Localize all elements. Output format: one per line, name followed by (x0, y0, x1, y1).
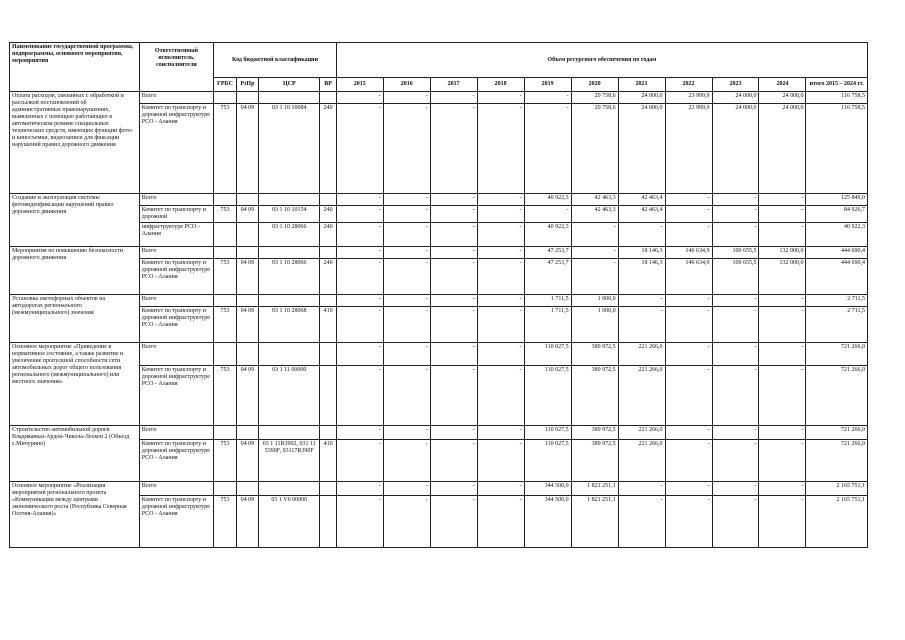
csr-cell (259, 295, 320, 307)
amount-cell: 47 253,7 (524, 259, 571, 295)
amount-cell: - (759, 194, 806, 206)
amount-cell: 221 266,0 (618, 366, 665, 426)
amount-cell: - (430, 206, 477, 223)
amount-cell: 24 000,0 (712, 92, 759, 104)
executor-cell: Комитет по транспорту и дорожной инфраструктуре РСО - Алания (139, 307, 214, 343)
grbs-cell (214, 295, 236, 307)
executor-cell: Всего (139, 92, 214, 104)
measure-name: Создание и эксплуатация системы фотовидеофиксации нарушений правил дорожного движения (10, 194, 140, 247)
executor-cell: Комитет по транспорту и дорожной инфраструктуре РСО - Алания (139, 440, 214, 482)
amount-cell: - (665, 343, 712, 366)
header-funding: Объем ресурсного обеспечения по годам (336, 43, 867, 78)
amount-cell: - (712, 366, 759, 426)
vr-cell (320, 194, 336, 206)
grbs-cell: 753 (214, 496, 236, 548)
executor-cell: Всего (139, 194, 214, 206)
header-year: 2022 (665, 78, 712, 92)
header-year: 2020 (571, 78, 618, 92)
amount-cell: - (665, 295, 712, 307)
amount-cell: - (430, 440, 477, 482)
total-cell: 116 758,5 (806, 104, 868, 194)
amount-cell: 40 922,3 (524, 194, 571, 206)
amount-cell: 24 000,0 (618, 92, 665, 104)
header-year: 2016 (383, 78, 430, 92)
amount-cell: - (430, 343, 477, 366)
grbs-cell: 753 (214, 104, 236, 194)
amount-cell: 1 711,5 (524, 307, 571, 343)
rzpr-cell (236, 223, 258, 247)
amount-cell: 18 146,3 (618, 247, 665, 259)
amount-cell: - (430, 104, 477, 194)
amount-cell: - (383, 259, 430, 295)
amount-cell: - (665, 366, 712, 426)
amount-cell: 110 027,5 (524, 426, 571, 440)
csr-cell (259, 343, 320, 366)
measure-name: Строительство автомобильной дороги Владикавказ-Ардон-Чикола-Лескен 2 (Объезд с.Мичурино) (10, 426, 140, 482)
amount-cell: 24 000,0 (618, 104, 665, 194)
amount-cell: - (712, 295, 759, 307)
amount-cell: - (336, 496, 383, 548)
amount-cell: - (477, 426, 524, 440)
total-cell: 2 165 751,1 (806, 482, 868, 496)
executor-cell: Всего (139, 482, 214, 496)
vr-cell: 240 (320, 259, 336, 295)
amount-cell: - (712, 307, 759, 343)
total-cell: 721 266,0 (806, 366, 868, 426)
amount-cell: - (618, 482, 665, 496)
measure-name: Основное мероприятие «Реализация мероприятий регионального проекта «Коммуникации между центрами экономического роста (Республика Северная Осетия-Алания)» (10, 482, 140, 548)
total-cell: 116 758,5 (806, 92, 868, 104)
grbs-cell: 753 (214, 366, 236, 426)
amount-cell: - (477, 194, 524, 206)
amount-cell: - (665, 223, 712, 247)
amount-cell: 24 000,0 (759, 92, 806, 104)
amount-cell: - (665, 496, 712, 548)
header-year: 2021 (618, 78, 665, 92)
amount-cell: - (712, 194, 759, 206)
amount-cell: - (383, 482, 430, 496)
grbs-cell: 753 (214, 440, 236, 482)
csr-cell (259, 247, 320, 259)
amount-cell: 1 000,0 (571, 295, 618, 307)
header-csr: ЦСР (259, 78, 320, 92)
csr-cell: 03 1 10 10154 (259, 206, 320, 223)
amount-cell: - (759, 482, 806, 496)
amount-cell: - (618, 307, 665, 343)
total-cell: 2 165 751,1 (806, 496, 868, 548)
csr-cell: 03 1 10 28066 (259, 223, 320, 247)
amount-cell: 1 821 251,1 (571, 496, 618, 548)
vr-cell: 410 (320, 440, 336, 482)
table-row (10, 92, 868, 104)
amount-cell: 42 463,4 (618, 194, 665, 206)
amount-cell: 110 027,5 (524, 343, 571, 366)
amount-cell: 42 463,3 (571, 206, 618, 223)
amount-cell: - (759, 206, 806, 223)
amount-cell: - (618, 223, 665, 247)
amount-cell: 146 634,9 (665, 259, 712, 295)
rzpr-cell (236, 92, 258, 104)
amount-cell: 110 027,5 (524, 440, 571, 482)
executor-cell: Всего (139, 247, 214, 259)
amount-cell: 42 463,3 (571, 194, 618, 206)
amount-cell: - (336, 259, 383, 295)
header-name: Наименование государственной программы, подпрограммы, основного мероприятия, мероприятия (10, 43, 140, 92)
csr-cell (259, 426, 320, 440)
vr-cell (320, 482, 336, 496)
csr-cell: 03 1 11 00000 (259, 366, 320, 426)
grbs-cell (214, 223, 236, 247)
amount-cell: - (336, 440, 383, 482)
amount-cell: - (759, 496, 806, 548)
grbs-cell (214, 194, 236, 206)
table-row (10, 426, 868, 440)
csr-cell: 03 1 10 10084 (259, 104, 320, 194)
amount-cell: - (477, 343, 524, 366)
vr-cell: 410 (320, 307, 336, 343)
amount-cell: - (430, 223, 477, 247)
amount-cell: 389 972,5 (571, 440, 618, 482)
rzpr-cell: 04 09 (236, 496, 258, 548)
table-body (10, 92, 868, 548)
amount-cell: - (336, 482, 383, 496)
amount-cell: - (759, 295, 806, 307)
table-row (10, 247, 868, 259)
amount-cell: 389 972,5 (571, 343, 618, 366)
amount-cell: - (712, 496, 759, 548)
vr-cell: 240 (320, 223, 336, 247)
amount-cell: - (336, 343, 383, 366)
amount-cell: - (430, 426, 477, 440)
amount-cell: 23 999,9 (665, 104, 712, 194)
header-executor: Ответственный исполнитель, соисполнители (139, 43, 214, 92)
amount-cell: - (759, 307, 806, 343)
amount-cell: - (336, 104, 383, 194)
amount-cell: - (430, 496, 477, 548)
executor-cell: Комитет по транспорту и дорожной инфраструктуре РСО - Алания (139, 366, 214, 426)
executor-cell: Всего (139, 343, 214, 366)
vr-cell: 240 (320, 104, 336, 194)
header-rzpr: РзПр (236, 78, 258, 92)
rzpr-cell (236, 194, 258, 206)
amount-cell: 1 711,5 (524, 295, 571, 307)
amount-cell: - (712, 206, 759, 223)
header-year: 2019 (524, 78, 571, 92)
amount-cell: - (336, 247, 383, 259)
vr-cell (320, 92, 336, 104)
amount-cell: - (571, 247, 618, 259)
table-row (10, 482, 868, 496)
amount-cell: - (336, 194, 383, 206)
header-total: итого 2015 – 2024 гг. (806, 78, 868, 92)
header-grbs: ГРБС (214, 78, 236, 92)
total-cell: 444 690,4 (806, 247, 868, 259)
header-year: 2017 (430, 78, 477, 92)
header-year: 2018 (477, 78, 524, 92)
amount-cell: - (336, 223, 383, 247)
executor-cell: Всего (139, 295, 214, 307)
amount-cell: 132 000,0 (759, 259, 806, 295)
rzpr-cell: 04 09 (236, 366, 258, 426)
executor-cell: Комитет по транспорту и дорожной инфраструктуре РСО - Алания (139, 496, 214, 548)
amount-cell: - (383, 104, 430, 194)
amount-cell: - (759, 223, 806, 247)
total-cell: 2 711,5 (806, 307, 868, 343)
amount-cell: - (477, 206, 524, 223)
amount-cell: - (665, 307, 712, 343)
measure-name: Основное мероприятие «Приведение в нормативное состояние, а также развитие и увеличение пропускной способности сети автомобильных дорог общего пользования регионального (межмуниципального) или местного значения» (10, 343, 140, 426)
total-cell: 721 266,0 (806, 440, 868, 482)
table-row (10, 194, 868, 206)
amount-cell: - (383, 206, 430, 223)
amount-cell: 110 027,5 (524, 366, 571, 426)
total-cell: 721 266,0 (806, 343, 868, 366)
total-cell: 721 266,0 (806, 426, 868, 440)
amount-cell: 42 463,4 (618, 206, 665, 223)
amount-cell: 18 146,3 (618, 259, 665, 295)
amount-cell: - (430, 247, 477, 259)
csr-cell: 03 1 V6 00000 (259, 496, 320, 548)
amount-cell: 23 999,9 (665, 92, 712, 104)
amount-cell: - (524, 92, 571, 104)
amount-cell: - (336, 206, 383, 223)
total-cell: 2 711,5 (806, 295, 868, 307)
amount-cell: 1 821 251,1 (571, 482, 618, 496)
amount-cell: - (383, 343, 430, 366)
header-year: 2023 (712, 78, 759, 92)
rzpr-cell: 04 09 (236, 104, 258, 194)
rzpr-cell (236, 247, 258, 259)
amount-cell: 221 266,0 (618, 426, 665, 440)
csr-cell (259, 92, 320, 104)
amount-cell: 132 000,0 (759, 247, 806, 259)
csr-cell (259, 482, 320, 496)
amount-cell: - (665, 194, 712, 206)
amount-cell: - (383, 247, 430, 259)
amount-cell: 100 655,5 (712, 259, 759, 295)
amount-cell: - (477, 440, 524, 482)
amount-cell: - (336, 307, 383, 343)
amount-cell: - (383, 92, 430, 104)
vr-cell (320, 343, 336, 366)
amount-cell: - (336, 295, 383, 307)
rzpr-cell: 04 09 (236, 206, 258, 223)
total-cell: 444 690,4 (806, 259, 868, 295)
amount-cell: - (383, 496, 430, 548)
grbs-cell (214, 92, 236, 104)
vr-cell (320, 295, 336, 307)
table-row (10, 295, 868, 307)
grbs-cell (214, 247, 236, 259)
amount-cell: - (665, 206, 712, 223)
amount-cell: - (430, 307, 477, 343)
amount-cell: - (571, 223, 618, 247)
amount-cell: - (618, 496, 665, 548)
executor-cell: Комитет по транспорту и дорожной инфраструктуре РСО - Алания (139, 259, 214, 295)
amount-cell: - (759, 426, 806, 440)
header-year: 2024 (759, 78, 806, 92)
rzpr-cell (236, 295, 258, 307)
rzpr-cell (236, 482, 258, 496)
amount-cell: 24 000,0 (759, 104, 806, 194)
amount-cell: - (383, 366, 430, 426)
amount-cell: - (571, 259, 618, 295)
amount-cell: - (524, 206, 571, 223)
header-year: 2015 (336, 78, 383, 92)
amount-cell: 47 253,7 (524, 247, 571, 259)
vr-cell: 240 (320, 206, 336, 223)
rzpr-cell: 04 09 (236, 440, 258, 482)
header-vr: ВР (320, 78, 336, 92)
csr-cell (259, 194, 320, 206)
amount-cell: 40 922,3 (524, 223, 571, 247)
amount-cell: - (477, 496, 524, 548)
amount-cell: - (430, 482, 477, 496)
amount-cell: - (665, 440, 712, 482)
amount-cell: - (759, 366, 806, 426)
amount-cell: - (336, 426, 383, 440)
amount-cell: - (712, 223, 759, 247)
amount-cell: - (524, 104, 571, 194)
amount-cell: - (383, 307, 430, 343)
amount-cell: 146 634,9 (665, 247, 712, 259)
amount-cell: - (618, 295, 665, 307)
amount-cell: 389 972,5 (571, 426, 618, 440)
grbs-cell (214, 343, 236, 366)
amount-cell: 100 655,5 (712, 247, 759, 259)
grbs-cell: 753 (214, 206, 236, 223)
amount-cell: - (759, 343, 806, 366)
executor-cell: Комитет по транспорту и дорожной инфраструктуре РСО - Алания (139, 104, 214, 194)
amount-cell: - (477, 295, 524, 307)
amount-cell: - (712, 482, 759, 496)
amount-cell: - (477, 104, 524, 194)
measure-name: Установка светофорных объектов на автодорогах регионального (межмуниципального) значения (10, 295, 140, 343)
grbs-cell: 753 (214, 307, 236, 343)
amount-cell: - (712, 426, 759, 440)
amount-cell: - (712, 440, 759, 482)
total-cell: 40 922,3 (806, 223, 868, 247)
grbs-cell (214, 426, 236, 440)
amount-cell: - (383, 194, 430, 206)
amount-cell: - (712, 343, 759, 366)
amount-cell: 20 758,6 (571, 92, 618, 104)
amount-cell: - (430, 194, 477, 206)
total-cell: 84 926,7 (806, 206, 868, 223)
csr-cell: 03 1 11R3902, 031 11 5390F, 03117R390F (259, 440, 320, 482)
rzpr-cell (236, 426, 258, 440)
amount-cell: - (759, 440, 806, 482)
amount-cell: - (430, 92, 477, 104)
amount-cell: 1 000,0 (571, 307, 618, 343)
amount-cell: 344 500,0 (524, 482, 571, 496)
amount-cell: - (477, 482, 524, 496)
header-budget-code: Код бюджетной классификации (214, 43, 337, 78)
executor-cell: Всего (139, 426, 214, 440)
vr-cell (320, 496, 336, 548)
amount-cell: 221 266,0 (618, 343, 665, 366)
amount-cell: - (383, 426, 430, 440)
table-row (10, 343, 868, 366)
grbs-cell (214, 482, 236, 496)
rzpr-cell: 04 09 (236, 307, 258, 343)
amount-cell: - (383, 295, 430, 307)
amount-cell: - (477, 366, 524, 426)
amount-cell: 221 266,0 (618, 440, 665, 482)
grbs-cell: 753 (214, 259, 236, 295)
amount-cell: 389 972,5 (571, 366, 618, 426)
measure-name: Оплата расходов, связанных с обработкой и рассылкой постановлений об административных правонарушениях, выявленных с помощью работающих в автоматическом режиме специальных технических средств, имеющих функции фото- и киносъемки, видеозаписи для фиксации нарушений правил дорожного движения (10, 92, 140, 194)
amount-cell: - (383, 440, 430, 482)
csr-cell: 03 1 10 28068 (259, 307, 320, 343)
vr-cell (320, 426, 336, 440)
amount-cell: 24 000,0 (712, 104, 759, 194)
rzpr-cell: 04 09 (236, 259, 258, 295)
amount-cell: - (430, 259, 477, 295)
vr-cell (320, 366, 336, 426)
amount-cell: - (430, 366, 477, 426)
amount-cell: - (477, 259, 524, 295)
rzpr-cell (236, 343, 258, 366)
csr-cell: 03 1 10 28066 (259, 259, 320, 295)
amount-cell: - (477, 307, 524, 343)
total-cell: 125 849,0 (806, 194, 868, 206)
executor-cell: Комитет по транспорту и дорожной (139, 206, 214, 223)
amount-cell: 20 758,6 (571, 104, 618, 194)
funding-table (9, 42, 868, 548)
amount-cell: - (336, 366, 383, 426)
amount-cell: 344 500,0 (524, 496, 571, 548)
amount-cell: - (430, 295, 477, 307)
measure-name: Мероприятия по повышению безопасности дорожного движения (10, 247, 140, 295)
amount-cell: - (336, 92, 383, 104)
amount-cell: - (477, 92, 524, 104)
amount-cell: - (665, 426, 712, 440)
amount-cell: - (383, 223, 430, 247)
amount-cell: - (477, 247, 524, 259)
amount-cell: - (665, 482, 712, 496)
amount-cell: - (477, 223, 524, 247)
executor-cell: инфраструктуре РСО - Алания (139, 223, 214, 247)
vr-cell (320, 247, 336, 259)
